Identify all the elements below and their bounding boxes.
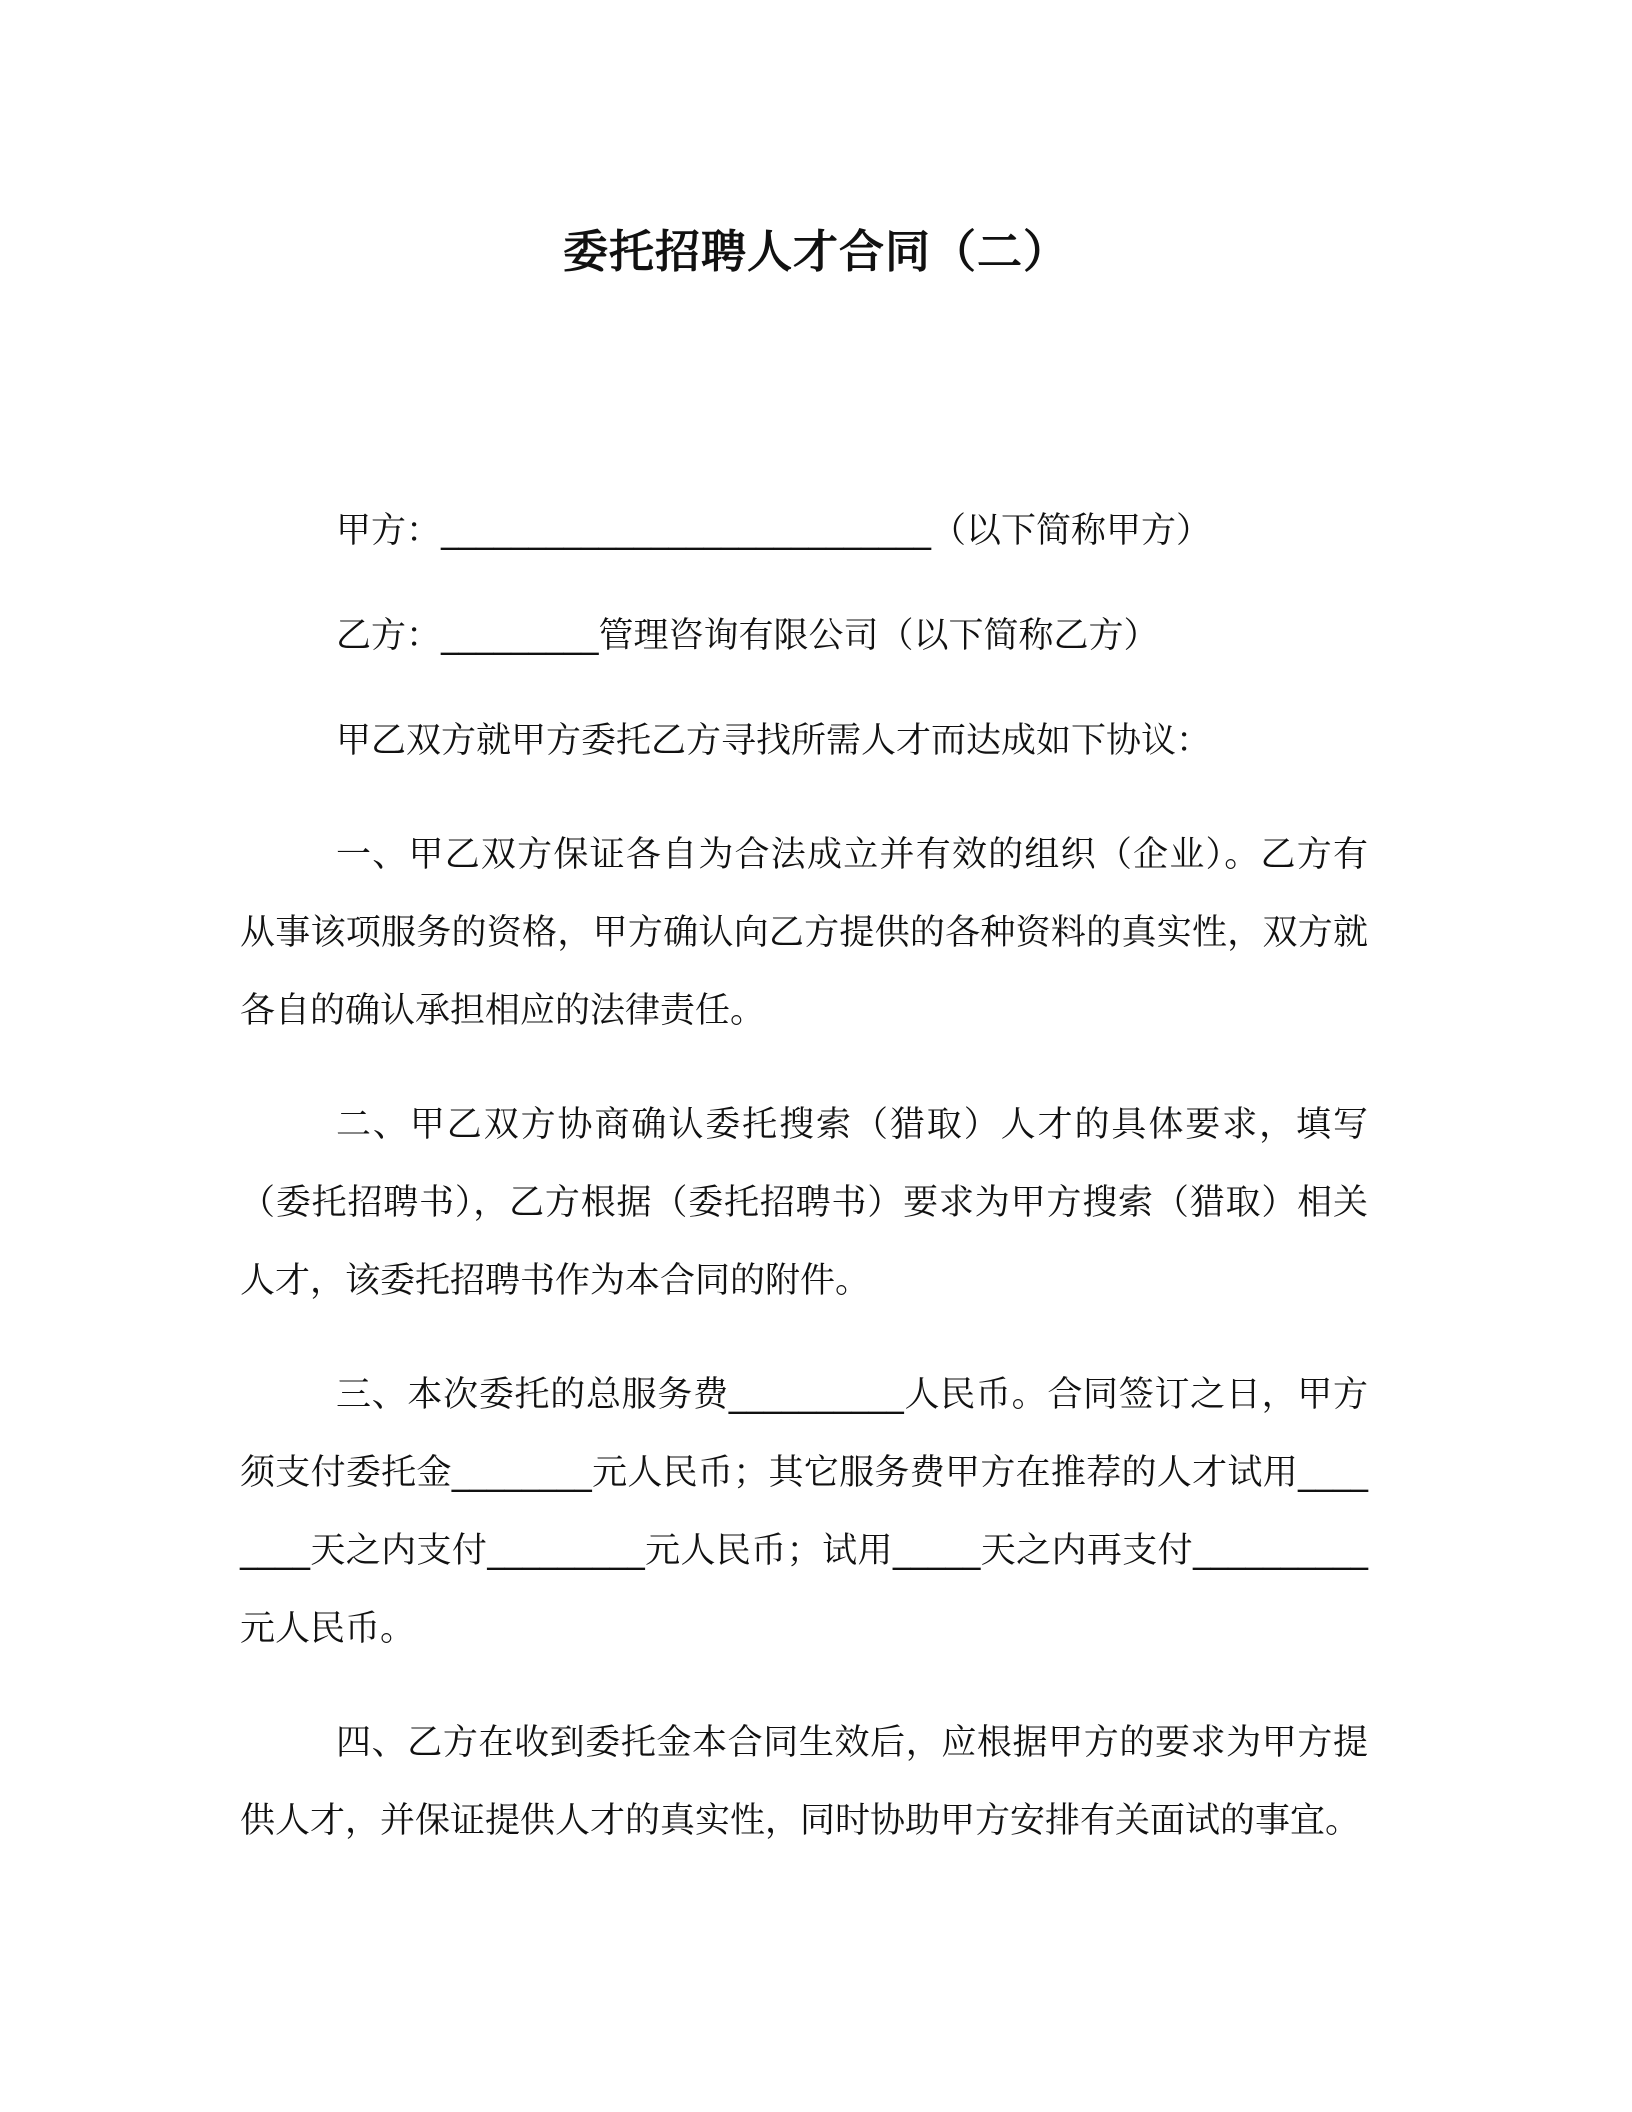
clause-1-paragraph: 一、甲乙双方保证各自为合法成立并有效的组织（企业）。乙方有从事该项服务的资格，甲方确认向乙方提供的各种资料的真实性，双方就各自的确认承担相应的法律责任。 xyxy=(240,835,1368,1031)
clause-4-paragraph: 四、乙方在收到委托金本合同生效后，应根据甲方的要求为甲方提供人才，并保证提供人才的真实性，同时协助甲方安排有关面试的事宜。 xyxy=(240,1723,1368,1841)
intro-paragraph: 甲乙双方就甲方委托乙方寻找所需人才而达成如下协议： xyxy=(336,721,1212,761)
party-b-line: 乙方：_________管理咨询有限公司（以下简称乙方） xyxy=(336,616,1159,656)
document-title: 委托招聘人才合同（二） xyxy=(562,225,1069,278)
party-a-line: 甲方：____________________________（以下简称甲方） xyxy=(336,511,1212,551)
document-body xyxy=(240,492,1368,1860)
clause-2-paragraph: 二、甲乙双方协商确认委托搜索（猎取）人才的具体要求，填写（委托招聘书），乙方根据（委托招聘书）要求为甲方搜索（猎取）相关人才，该委托招聘书作为本合同的附件。 xyxy=(240,1105,1368,1301)
clause-3-paragraph: 三、本次委托的总服务费__________人民币。合同签订之日，甲方须支付委托金________元人民币；其它服务费甲方在推荐的人才试用________天之内支付_________元人民币；试用_____天之内再支付__________元人民币。 xyxy=(240,1375,1368,1649)
